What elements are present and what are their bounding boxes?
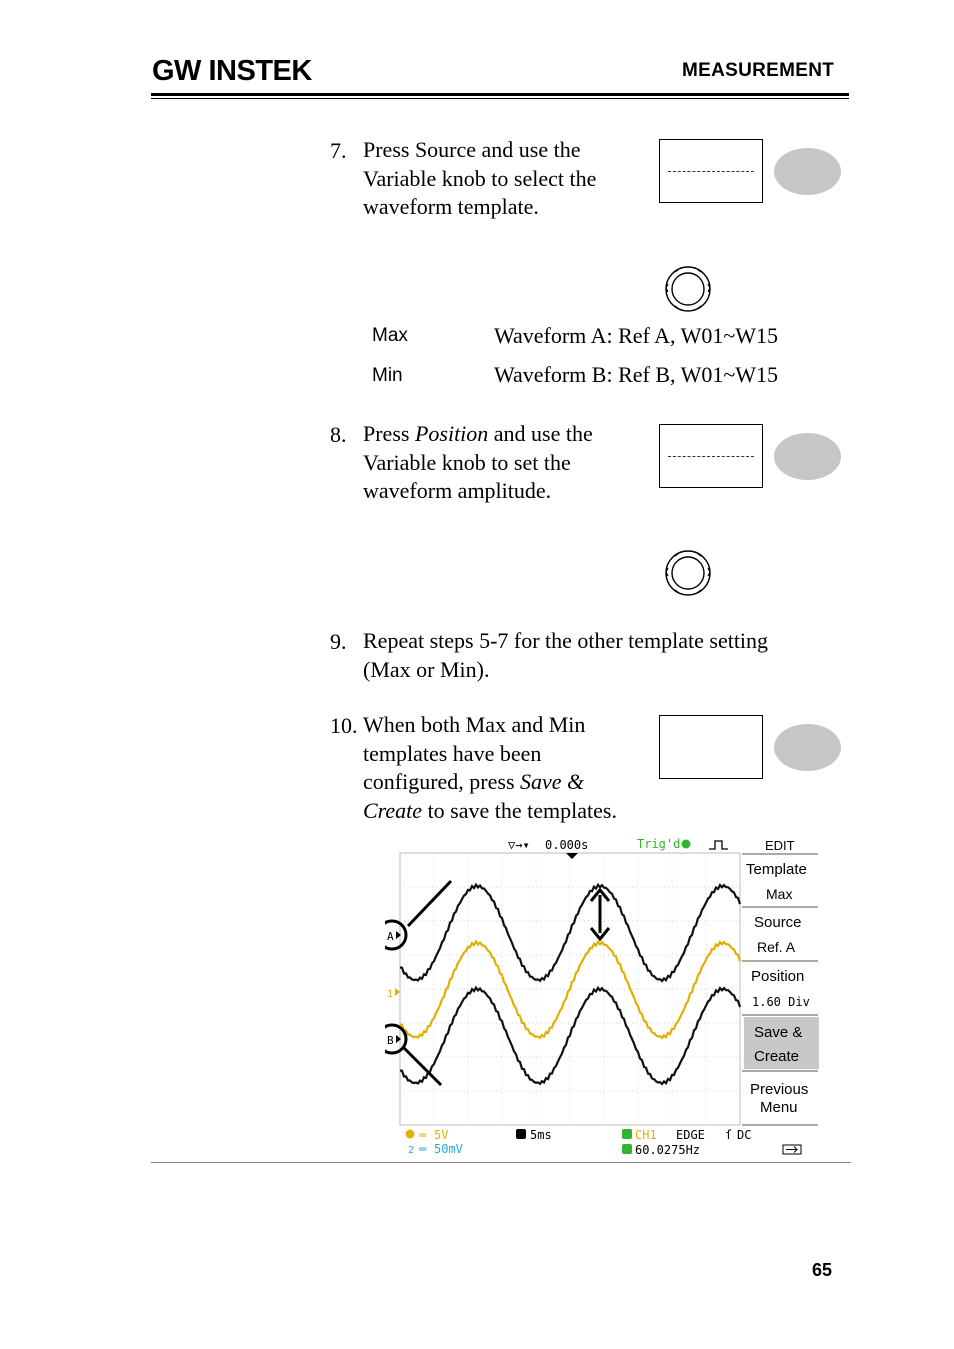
step-8-number: 8. (330, 422, 347, 447)
step-9-line: Repeat steps 5-7 for the other template setting (363, 628, 769, 653)
svg-text:═: ═ (419, 1142, 427, 1156)
svg-text:Previous: Previous (750, 1081, 809, 1098)
range-label-min: Min (372, 365, 403, 386)
svg-text:Create: Create (754, 1048, 800, 1065)
source-softkey-icon (659, 139, 763, 203)
footer-rule (151, 1162, 851, 1163)
oscilloscope-screen (385, 835, 825, 1160)
step-10-line: templates have been (363, 740, 542, 766)
step-10-number: 10. (330, 713, 358, 738)
svg-text:Position: Position (751, 968, 805, 985)
ref-a-waveform (400, 885, 740, 981)
step-7-line: waveform template. (363, 194, 539, 219)
range-value-min: Waveform B: Ref B, W01~W15 (494, 362, 779, 387)
section-title: MEASUREMENT (682, 60, 835, 81)
svg-text:═: ═ (419, 1128, 427, 1142)
menu-source (754, 914, 802, 955)
svg-text:Ref. A: Ref. A (757, 939, 796, 955)
timebase: 5ms (530, 1128, 552, 1142)
trigger-position-icon: ▽→▾ (508, 838, 530, 852)
trigger-source: CH1 (635, 1128, 657, 1142)
range-label-max: Max (372, 325, 408, 346)
coupling: DC (737, 1128, 752, 1142)
frequency-icon (622, 1144, 632, 1154)
step-10-line: Create to save the templates. (363, 797, 617, 823)
step-9-text (363, 627, 843, 684)
position-softkey-icon (659, 424, 763, 488)
variable-knob-icon (663, 262, 713, 316)
marker-b-label: B (387, 1034, 394, 1047)
ch1-scale: 5V (434, 1128, 449, 1142)
ch1-marker-label: 1 (387, 989, 394, 1000)
trigger-icon (622, 1129, 632, 1139)
svg-text:2: 2 (408, 1145, 415, 1156)
menu-position (751, 968, 810, 1009)
menu-title: EDIT (765, 838, 795, 853)
step-10-line: When both Max and Min (363, 712, 586, 737)
svg-text:Source: Source (754, 914, 802, 931)
top-time: 0.000s (545, 838, 589, 852)
variable-knob-icon (663, 546, 713, 600)
step-9-line: (Max or Min). (363, 656, 490, 682)
header-rule-thin (151, 98, 849, 99)
svg-text:1.60 Div: 1.60 Div (752, 995, 810, 1009)
range-value-max: Waveform A: Ref A, W01~W15 (494, 323, 779, 348)
svg-text:Template: Template (746, 861, 807, 878)
save-create-softkey-icon (659, 715, 763, 779)
svg-text:Max: Max (766, 886, 793, 902)
menu-template (746, 861, 807, 902)
step-7-line: Press Source and use the (363, 137, 581, 162)
svg-text:Menu: Menu (760, 1099, 798, 1116)
frequency: 60.0275Hz (635, 1143, 701, 1157)
step-10-text (363, 711, 653, 825)
step-8-line: waveform amplitude. (363, 478, 552, 503)
step-8-line: Press Position and use the (363, 421, 593, 446)
header-rule (151, 93, 849, 96)
ch2-scale: 50mV (434, 1142, 463, 1156)
trig-dot-icon (682, 840, 691, 849)
gw-instek-logo (152, 55, 327, 85)
softkey-button-icon (774, 433, 841, 480)
trig-status: Trig'd (637, 837, 681, 851)
timebase-icon (516, 1129, 526, 1139)
softkey-button-icon (774, 724, 841, 771)
marker-a-label: A (387, 930, 394, 943)
step-8-text (363, 420, 653, 506)
page-number: 65 (812, 1260, 833, 1280)
step-7-line: Variable knob to select the (363, 165, 597, 191)
step-8-line: Variable knob to set the (363, 449, 571, 475)
ch1-marker-icon (395, 988, 400, 996)
trigger-type: EDGE (676, 1128, 705, 1142)
marker-a-pointer (408, 881, 451, 926)
step-7-number: 7. (330, 138, 347, 163)
step-10-line: configured, press Save & (363, 769, 585, 794)
trigger-marker-icon (566, 853, 578, 859)
softkey-button-icon (774, 148, 841, 195)
step-9-number: 9. (330, 629, 347, 654)
menu-previous (750, 1081, 808, 1116)
svg-text:ſ: ſ (725, 1128, 733, 1142)
pulse-icon (709, 841, 728, 849)
step-7-text (363, 136, 653, 222)
svg-text:GW INSTEK: GW INSTEK (152, 55, 312, 85)
svg-text:Save &: Save & (754, 1024, 803, 1041)
